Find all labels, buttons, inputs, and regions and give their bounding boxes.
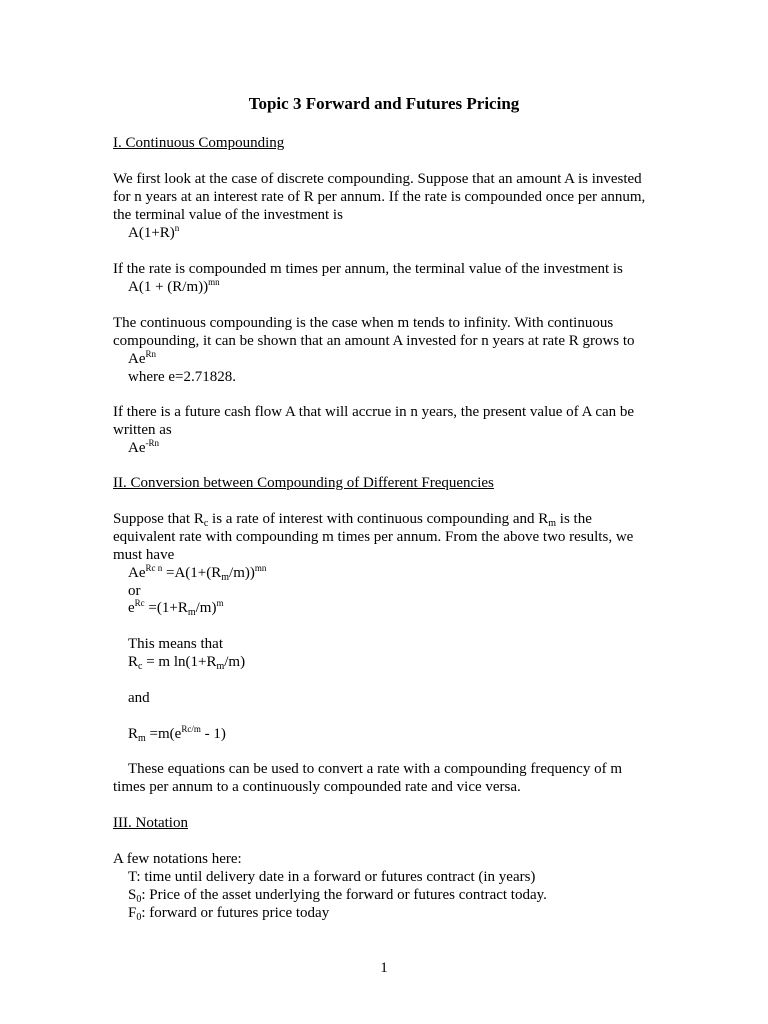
notation-t: T: time until delivery date in a forward or futures contract (in years) [128,869,536,885]
paragraph-line: Suppose that $R_c$ is a rate of interest with continuous compounding and $R_m$ is the [113,511,592,529]
connector-and: and [128,690,150,706]
paragraph-line: We first look at the case of discrete compounding. Suppose that an amount A is invested [113,171,642,187]
paragraph-line: A few notations here: [113,851,242,867]
paragraph-line: compounding, it can be shown that an amount A invested for n years at rate R grows to [113,333,635,349]
equation-simplified: $e^{Rc} =(1+R_m/m)^m$ [128,598,224,618]
document-title: Topic 3 Forward and Futures Pricing [248,94,520,113]
paragraph-line: These equations can be used to convert a rate with a compounding frequency of m [128,761,622,777]
paragraph-line: equivalent rate with compounding m times per annum. From the above two results, we [113,529,634,545]
formula-note: where e=2.71828. [128,369,237,385]
paragraph-line: times per annum to a continuously compounded rate and vice versa. [113,779,521,795]
connector-or: or [128,583,141,599]
paragraph-line: the terminal value of the investment is [113,207,343,223]
section-heading-notation: III. Notation [113,815,188,831]
paragraph-line: If the rate is compounded m times per annum, the terminal value of the investment is [113,261,623,277]
connector-this-means: This means that [128,636,223,652]
paragraph-line: If there is a future cash flow A that will accrue in n years, the present value of A can be [113,404,635,420]
equation-rm: $R_m =m(e^{Rc/m} - 1)$ [128,724,226,744]
formula-m-times: $A(1 + (R/m))^{mn}$ [128,277,220,295]
paragraph-line: The continuous compounding is the case when m tends to infinity. With continuous [113,315,614,331]
section-heading-conversion: II. Conversion between Compounding of Different Frequencies [113,475,494,491]
formula-continuous: $Ae^{Rn}$ [128,349,157,367]
section-heading-continuous-compounding: I. Continuous Compounding [113,135,285,151]
notation-s0: $S_0$: Price of the asset underlying the forward or futures contract today. [128,887,547,905]
notation-f0: $F_0$: forward or futures price today [128,905,330,923]
formula-discrete: $A(1+R)^n$ [128,223,180,241]
equation-rc: $R_c = m$ $\ln(1+R_m/m)$ [128,654,246,672]
page-number: 1 [380,960,388,976]
equation-equivalence: $Ae^{Rc n} =A(1+(R_m/m))^{mn}$ [128,563,267,583]
paragraph-line: written as [113,422,172,438]
paragraph-line: for n years at an interest rate of R per annum. If the rate is compounded once per annum, [113,189,646,205]
formula-present-value: $Ae^{-Rn}$ [128,438,159,456]
paragraph-line: must have [113,547,175,563]
